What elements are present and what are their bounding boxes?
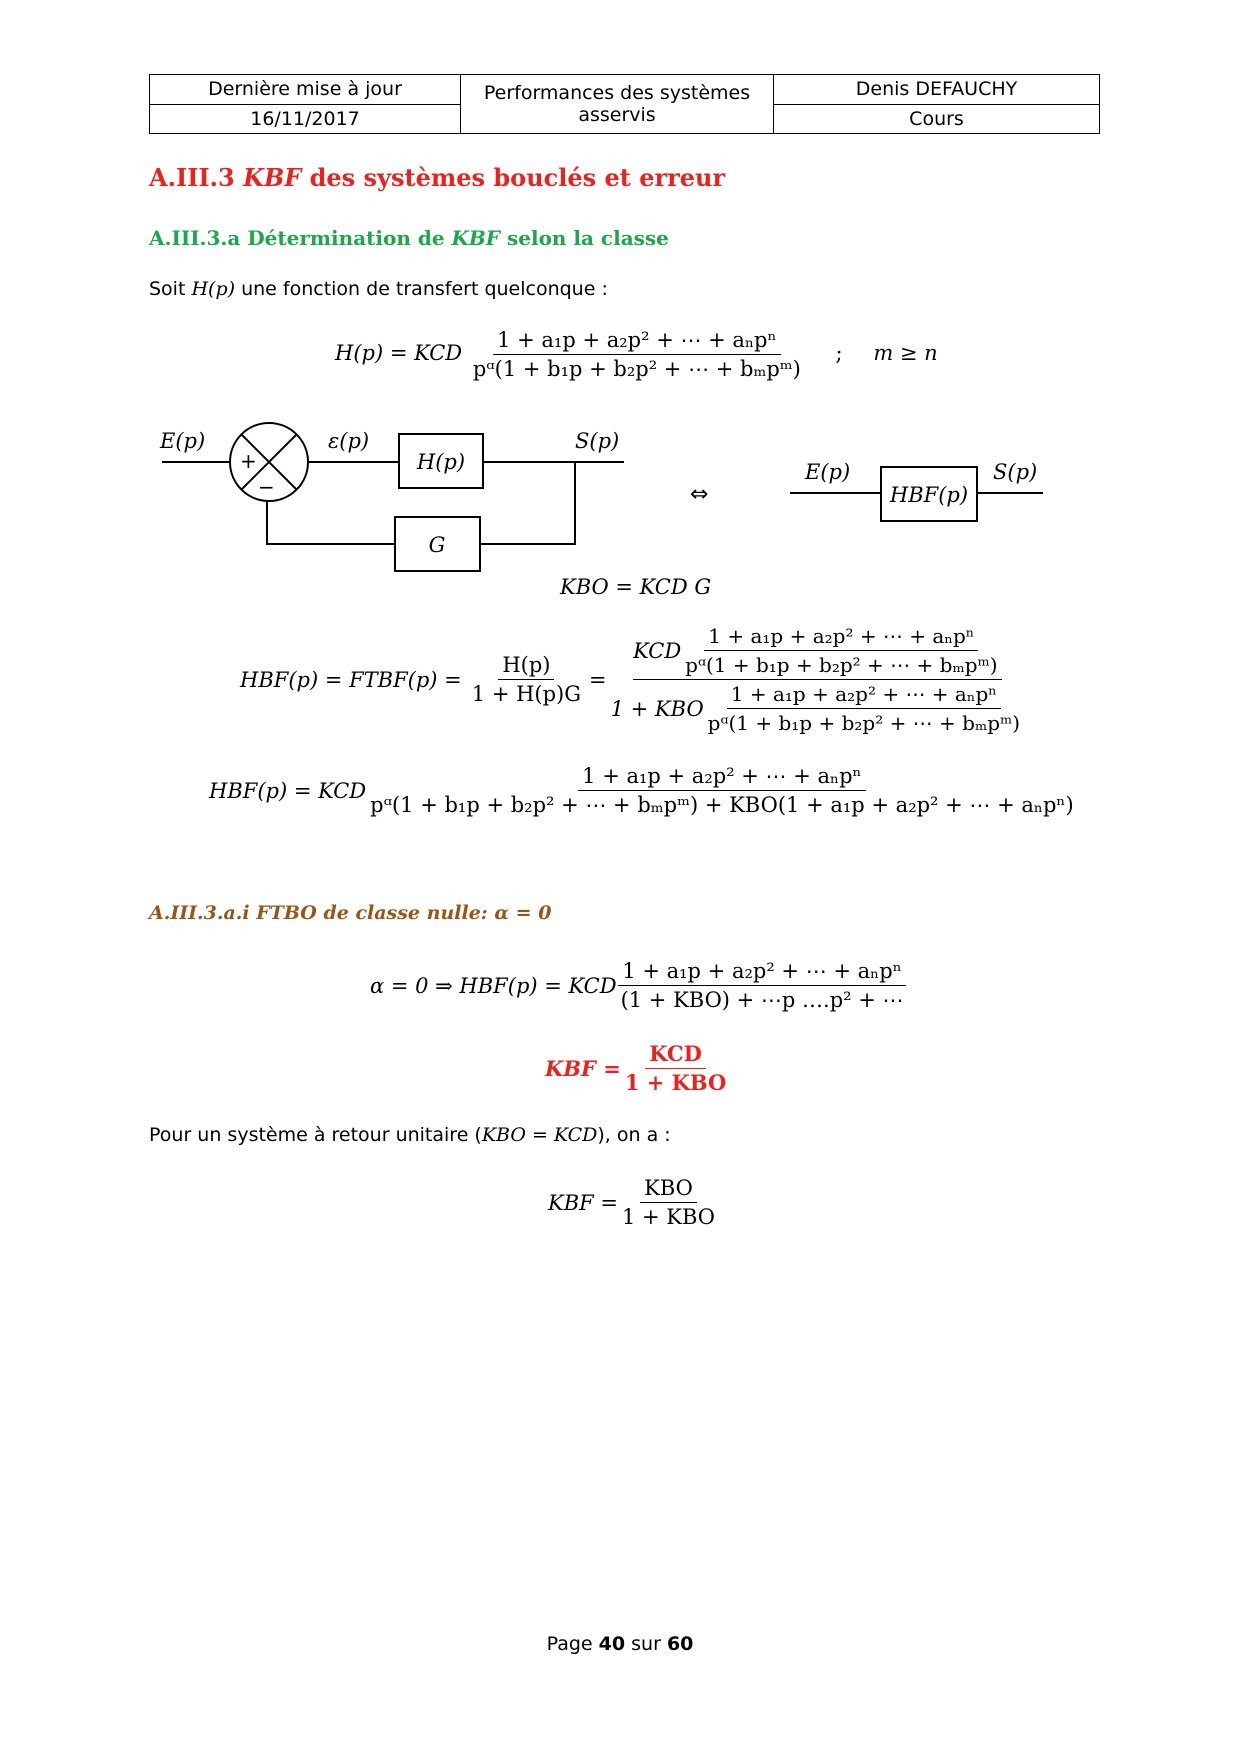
label-output: S(p) [575,429,620,453]
equation-alpha-zero-lhs: α = 0 ⇒ HBF(p) = KCD [370,973,617,998]
update-date: 16/11/2017 [150,104,461,134]
equation-alpha-zero-denominator: (1 + KBO) + ⋯p ….p² + ⋯ [620,988,904,1012]
page-footer [0,1633,1240,1655]
equation-h-fraction [469,326,805,383]
footer-of-label: sur [631,1633,661,1655]
label-eq-output: S(p) [993,460,1038,484]
equation-hbf [209,762,1078,819]
section-heading [149,163,725,192]
subsection-title-end: selon la classe [506,226,669,250]
equation-kbf-unity-fraction [618,1174,719,1231]
footer-page-total: 60 [666,1633,694,1655]
sign-plus: + [240,449,257,473]
equation-ftbf-first-fraction [468,651,585,708]
equivalence-symbol: ⇔ [690,482,709,507]
intro-symbol: H(p) [191,278,236,300]
equation-h [335,326,938,383]
label-eq-input: E(p) [805,460,851,484]
sign-minus: − [258,475,275,499]
equation-alpha-zero-fraction [617,957,908,1014]
subsection-kbf: KBF [451,226,501,250]
equation-h-condition: m ≥ n [873,341,938,365]
equation-kbf-unity-numerator: KBO [640,1174,697,1203]
equation-hbf-numerator: 1 + a₁p + a₂p² + ⋯ + aₙpⁿ [578,762,865,791]
equation-h-separator: ; [835,341,843,365]
label-block-g: G [428,533,446,557]
equation-kbf-result [545,1040,730,1097]
section-title: des systèmes bouclés et erreur [309,163,726,192]
equation-ftbf-first-denominator: 1 + H(p)G [471,682,582,706]
unity-feedback-condition: KBO = KCD [481,1124,598,1146]
subsection-title-start: Détermination de [247,226,445,250]
equation-ftbf-one-plus-kbo: 1 + KBO [610,696,704,721]
subsubsection-number: A.III.3.a.i [149,902,250,924]
unity-feedback-text-end: ), on a : [597,1124,671,1146]
equation-h-lhs: H(p) = KCD [335,341,463,365]
equation-kbf-unity [548,1174,719,1231]
footer-page-number: 40 [598,1633,626,1655]
equation-h-denominator: pᵅ(1 + b₁p + b₂p² + ⋯ + bₘpᵐ) [472,357,801,381]
equation-ftbf [240,622,1024,737]
label-error: ε(p) [328,429,370,453]
equation-ftbf-compound-numerator [633,622,1001,680]
section-kbf: KBF [243,163,302,192]
document-type: Cours [774,104,1100,134]
equation-kbf-unity-denominator: 1 + KBO [621,1205,716,1229]
equation-ftbf-first-numerator: H(p) [498,651,554,680]
label-block-h: H(p) [416,450,466,474]
equation-ftbf-inner-fraction-bottom [704,680,1024,737]
intro-paragraph [149,278,608,300]
document-title-line1: Performances des systèmes [483,82,751,104]
equation-ftbf-inner-numerator-top: 1 + a₁p + a₂p² + ⋯ + aₙpⁿ [704,622,978,651]
subsubsection-title: FTBO de classe nulle: α = 0 [256,902,552,924]
equation-hbf-denominator: pᵅ(1 + b₁p + b₂p² + ⋯ + bₘpᵐ) + KBO(1 + a₁p + a₂p² + ⋯ + aₙpⁿ) [370,793,1074,817]
equation-ftbf-lhs: HBF(p) = FTBF(p) = [240,667,462,692]
label-input: E(p) [160,429,206,453]
equation-kbf-result-numerator: KCD [645,1040,706,1069]
equation-ftbf-kcd: KCD [633,638,682,663]
header-table [149,74,1100,134]
label-block-hbf: HBF(p) [889,483,969,507]
equation-ftbf-inner-numerator-bottom: 1 + a₁p + a₂p² + ⋯ + aₙpⁿ [727,680,1001,709]
section-number: A.III.3 [149,163,235,192]
unity-feedback-text-start: Pour un système à retour unitaire ( [149,1124,482,1146]
subsection-number: A.III.3.a [149,226,241,250]
equation-ftbf-compound-fraction [611,622,1024,737]
equation-kbo [560,575,711,599]
subsection-heading [149,226,669,250]
document-title [461,75,774,134]
equation-alpha-zero [370,957,908,1014]
block-diagram [150,410,1050,580]
feedback-line-right [480,462,575,544]
intro-text-end: une fonction de transfert quelconque : [241,278,608,300]
equation-kbf-result-lhs: KBF = [545,1056,621,1081]
equation-kbf-result-fraction [621,1040,731,1097]
equation-alpha-zero-numerator: 1 + a₁p + a₂p² + ⋯ + aₙpⁿ [618,957,905,986]
feedback-line-left [267,501,395,544]
footer-page-label: Page [546,1633,593,1655]
last-update-label: Dernière mise à jour [150,75,461,105]
equation-h-numerator: 1 + a₁p + a₂p² + ⋯ + aₙpⁿ [493,326,780,355]
equation-kbo-text: KBO = KCD G [560,575,712,599]
intro-text-start: Soit [149,278,186,300]
equation-ftbf-inner-fraction-top [681,622,1001,679]
equation-ftbf-equals: = [589,667,607,692]
equation-ftbf-inner-denominator-bottom: pᵅ(1 + b₁p + b₂p² + ⋯ + bₘpᵐ) [707,711,1021,735]
document-title-line2: asservis [578,104,656,126]
equation-hbf-fraction [366,762,1078,819]
equation-kbf-result-denominator: 1 + KBO [624,1070,727,1095]
equation-kbf-unity-lhs: KBF = [548,1190,618,1215]
equation-ftbf-inner-denominator-top: pᵅ(1 + b₁p + b₂p² + ⋯ + bₘpᵐ) [685,653,998,677]
equation-hbf-lhs: HBF(p) = KCD [209,778,367,803]
author: Denis DEFAUCHY [774,75,1100,105]
equation-ftbf-compound-denominator [611,680,1024,737]
unity-feedback-paragraph [149,1124,671,1146]
subsubsection-heading [149,902,551,924]
